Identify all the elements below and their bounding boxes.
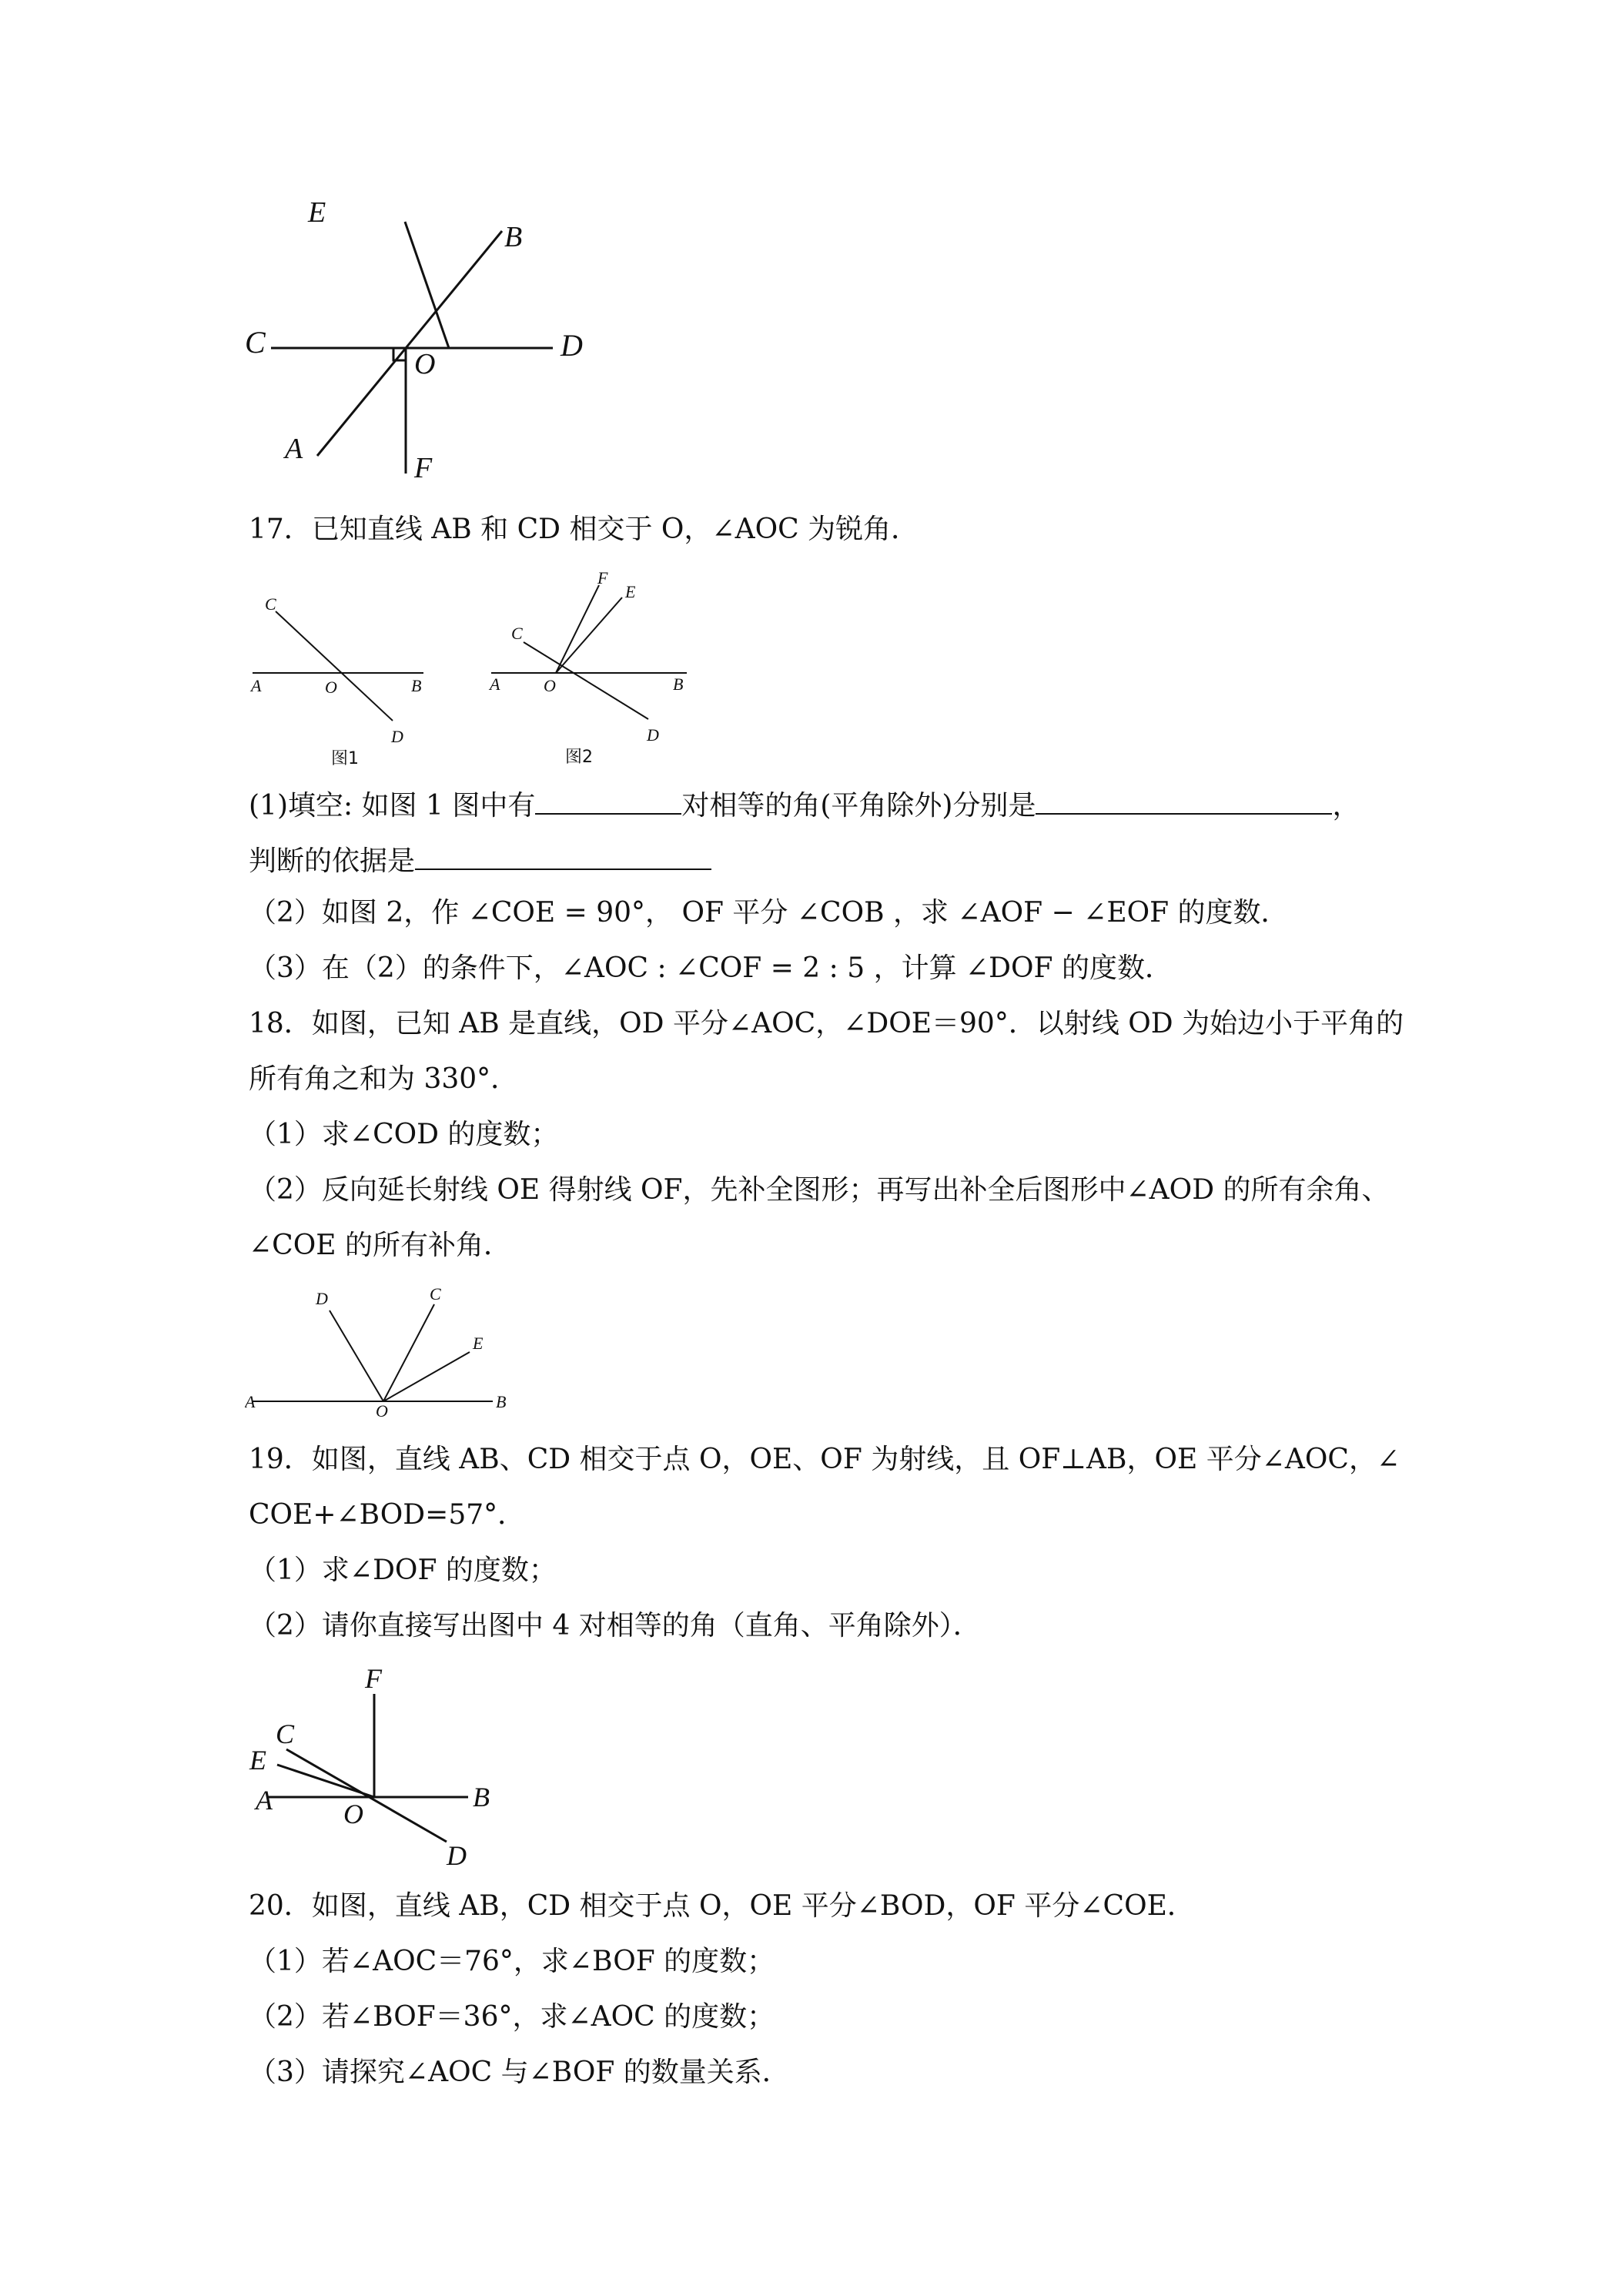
- q18-part2-line1: （2）反向延长射线 OE 得射线 OF，先补全图形；再写出补全后图形中∠AOD 的所有余角、: [249, 1174, 1390, 1206]
- q19-stem1: 如图，直线 AB、CD 相交于点 O，OE、OF 为射线，且 OF⊥AB，OE 平分∠AOC，∠: [311, 1444, 1400, 1475]
- label-e: E: [249, 1745, 266, 1776]
- figure-q17-1: [245, 585, 445, 770]
- q20-part3: （3）请探究∠AOC 与∠BOF 的数量关系．: [249, 2057, 790, 2088]
- fig2-caption: 图2: [565, 748, 593, 767]
- label-d: D: [391, 727, 403, 746]
- label-e: E: [308, 196, 326, 229]
- line-cd: [276, 611, 393, 721]
- figure-q19: [245, 1663, 522, 1871]
- line-ab: [317, 231, 502, 456]
- ray-od: [330, 1310, 383, 1401]
- figure-q17-2: [485, 562, 701, 770]
- q18-stem1: 如图，已知 AB 是直线，OD 平分∠AOC，∠DOE＝90°．以射线 OD 为始边小于平角的: [311, 1008, 1404, 1039]
- q19-number: 19．: [249, 1444, 312, 1475]
- label-o: O: [376, 1401, 388, 1417]
- q17-blank-reason[interactable]: [415, 841, 711, 870]
- q19-part2: （2）请你直接写出图中 4 对相等的角（直角、平角除外）．: [249, 1610, 981, 1642]
- label-o: O: [414, 348, 436, 380]
- q18-part2-line2: ∠COE 的所有补角．: [249, 1230, 511, 1261]
- label-a: A: [245, 1392, 256, 1411]
- label-d: D: [316, 1289, 328, 1308]
- label-d: D: [647, 725, 659, 745]
- label-o: O: [325, 678, 337, 697]
- label-d: D: [447, 1840, 467, 1871]
- label-b: B: [411, 676, 422, 695]
- label-a: A: [285, 433, 303, 465]
- label-c: C: [511, 624, 523, 643]
- line-cd: [524, 642, 648, 719]
- q20-stem: [249, 1888, 1195, 1925]
- ray-oe: [277, 1765, 374, 1797]
- label-d: D: [561, 328, 583, 363]
- q17-part1-text-b: 对相等的角(平角除外)分别是: [681, 790, 1036, 822]
- label-c: C: [245, 325, 266, 360]
- label-e: E: [625, 582, 636, 601]
- q17-part1-text-a: (1)填空: 如图 1 图中有: [249, 790, 536, 822]
- q17-stem: [249, 511, 919, 548]
- q20-part2: （2）若∠BOF＝36°，求∠AOC 的度数；: [249, 2001, 775, 2033]
- label-o: O: [544, 676, 556, 695]
- label-b: B: [504, 221, 523, 253]
- q19-part1: （1）求∠DOF 的度数；: [249, 1555, 557, 1586]
- label-c: C: [265, 594, 276, 614]
- q17-blank-angles[interactable]: [1036, 785, 1332, 815]
- label-f: F: [414, 452, 433, 484]
- label-e: E: [473, 1334, 484, 1353]
- q17-number: 17．: [249, 514, 312, 545]
- label-b: B: [673, 674, 684, 694]
- q17-part1-text-d: 判断的依据是: [249, 845, 416, 877]
- label-c: C: [276, 1719, 295, 1749]
- label-o: O: [343, 1799, 363, 1829]
- q17-part3: （3）在（2）的条件下，∠AOC : ∠COF = 2 : 5 ，计算 ∠DOF 的度数．: [249, 952, 1173, 984]
- q17-part2: （2）如图 2，作 ∠COE = 90°， OF 平分 ∠COB ，求 ∠AOF − ∠EOF 的度数．: [249, 897, 1289, 929]
- label-b: B: [473, 1782, 490, 1812]
- q18-stem-line2: 所有角之和为 330°．: [249, 1063, 519, 1095]
- q17-part1-line1: [249, 785, 1360, 825]
- q18-part1: （1）求∠COD 的度数；: [249, 1119, 559, 1150]
- ray-oe: [556, 597, 622, 673]
- label-a: A: [256, 1785, 273, 1816]
- figure-q16: [231, 185, 631, 485]
- label-a: A: [490, 674, 500, 694]
- q20-part1: （1）若∠AOC＝76°，求∠BOF 的度数；: [249, 1946, 775, 1977]
- figure-q18: [245, 1278, 522, 1417]
- label-f: F: [365, 1663, 382, 1694]
- q17-stem-text: 已知直线 AB 和 CD 相交于 O，∠AOC 为锐角．: [311, 514, 919, 545]
- label-a: A: [251, 676, 262, 695]
- q19-stem-line1: [249, 1441, 1400, 1478]
- q17-part1-line2: [249, 841, 711, 880]
- q18-number: 18．: [249, 1008, 312, 1039]
- q20-stem-text: 如图，直线 AB，CD 相交于点 O，OE 平分∠BOD，OF 平分∠COE．: [311, 1890, 1195, 1922]
- q20-number: 20．: [249, 1890, 312, 1922]
- q17-part1-text-c: ，: [1332, 790, 1360, 822]
- label-f: F: [597, 568, 608, 587]
- q19-stem-line2: COE+∠BOD=57°．: [249, 1499, 526, 1531]
- label-c: C: [430, 1284, 441, 1304]
- q17-blank-count[interactable]: [535, 785, 681, 815]
- fig1-caption: 图1: [331, 749, 359, 768]
- q18-stem-line1: [249, 1006, 1404, 1043]
- ray-oe: [405, 222, 449, 348]
- label-b: B: [496, 1392, 507, 1411]
- ray-of: [556, 585, 599, 673]
